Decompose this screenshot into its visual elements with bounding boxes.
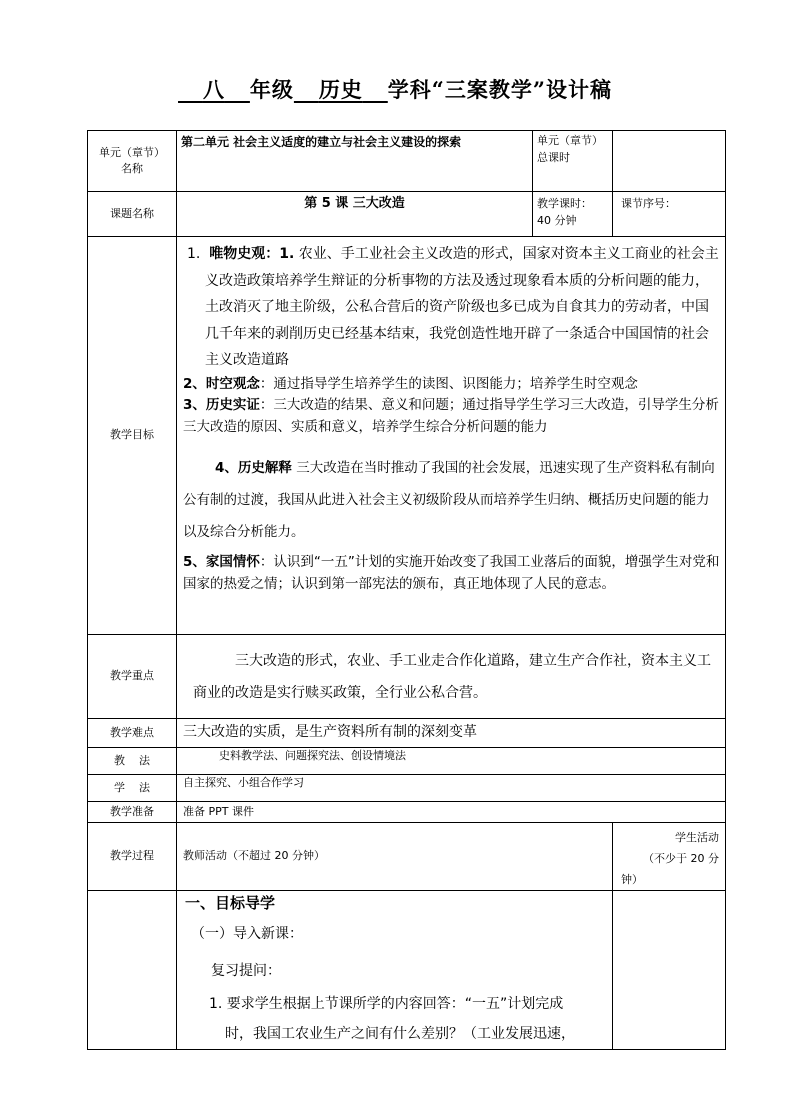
title-grade: 八 bbox=[202, 77, 225, 102]
goal-2-head: 2、时空观念 bbox=[183, 375, 260, 392]
prep-label: 教学准备 bbox=[110, 804, 154, 818]
goals-label: 教学目标 bbox=[110, 428, 154, 442]
student-activity-line1: 学生活动 bbox=[675, 831, 719, 844]
page-title bbox=[0, 74, 790, 104]
method-text: 史料教学法、问题探究法、创设情境法 bbox=[219, 749, 406, 762]
goal-3 bbox=[183, 395, 721, 438]
goals-cell bbox=[177, 237, 726, 635]
lesson-label-cell bbox=[88, 192, 177, 237]
lesson-hours-value: 40 分钟 bbox=[537, 213, 577, 227]
method-label-cell bbox=[88, 748, 177, 775]
unit-hours-label-line1: 单元（章节） bbox=[537, 134, 603, 147]
unit-hours-value-cell bbox=[613, 131, 726, 192]
difficulty-text: 三大改造的实质，是生产资料所有制的深刻变革 bbox=[183, 724, 477, 740]
process-label: 教学过程 bbox=[110, 849, 154, 863]
process-body-cell bbox=[177, 891, 613, 1050]
teacher-activity-label: 教师活动（不超过 20 分钟） bbox=[183, 849, 325, 863]
goal-4-text: 三大改造在当时推动了我国的社会发展，迅速实现了生产资料私有制向公有制的过渡，我国从此进入社会主义初级阶段从而培养学生归纳、概括历史问题的能力以及综合分析能力。 bbox=[183, 460, 715, 540]
lesson-label: 课题名称 bbox=[110, 206, 154, 220]
process-label-cell bbox=[88, 823, 177, 891]
goal-1-text: 农业、手工业社会主义改造的形式，国家对资本主义工商业的社会主义改造政策培养学生辩证的分析事物的方法及透过现象看本质的分析问题的能力，土改消灭了地主阶级，公私合营后的资产阶级也多已成为自食其力的劳动者，中国几千年来的剥削历史已经基本结束，我党创造性地开辟了一条适合中国国情的社会主义改造道路 bbox=[205, 246, 719, 368]
process-empty-cell bbox=[88, 891, 177, 1050]
lesson-name-cell bbox=[177, 192, 533, 237]
unit-hours-label-line2: 总课时 bbox=[537, 150, 570, 164]
goal-3-head: 3、历史实证 bbox=[183, 397, 260, 413]
learn-label: 学 法 bbox=[114, 780, 150, 794]
keypoint-text: 三大改造的形式，农业、手工业走合作化道路，建立生产合作社，资本主义工商业的改造是实行赎买政策，全行业公私合营。 bbox=[193, 652, 711, 701]
student-activity-line2: （不少于 20 分 bbox=[643, 852, 719, 865]
lesson-seq-label: 课节序号： bbox=[621, 197, 676, 210]
goal-1-head: 唯物史观 bbox=[209, 246, 266, 262]
unit-name-cell bbox=[177, 131, 533, 192]
difficulty-label: 教学难点 bbox=[110, 725, 154, 739]
process-heading-2 bbox=[185, 915, 608, 953]
process-heading-2-text: （一）导入新课： bbox=[191, 926, 303, 942]
student-activity-cell bbox=[613, 823, 726, 891]
goal-5 bbox=[183, 552, 721, 595]
difficulty-cell bbox=[177, 719, 726, 748]
method-label: 教 法 bbox=[114, 753, 150, 767]
keypoint-cell bbox=[177, 635, 726, 719]
learn-cell bbox=[177, 775, 726, 802]
keypoint-label: 教学重点 bbox=[110, 669, 154, 683]
unit-name: 第二单元 社会主义适度的建立与社会主义建设的探索 bbox=[181, 135, 462, 149]
process-q1-line2: 时，我国工农业生产之间有什么差别？（工业发展迅速， bbox=[225, 1026, 575, 1042]
goal-4-head: 4、历史解释 bbox=[215, 460, 292, 476]
title-grade-suffix: 年级 bbox=[249, 77, 294, 102]
lesson-plan-table bbox=[87, 130, 725, 1043]
process-question-label: 复习提问： bbox=[211, 963, 281, 979]
unit-label-cell bbox=[88, 131, 177, 192]
title-rest: 学科“三案教学”设计稿 bbox=[387, 77, 612, 102]
goal-5-text: ：认识到“一五”计划的实施开始改变了我国工业落后的面貌，增强学生对党和国家的热爱之情；认识到第一部宪法的颁布，真正地体现了人民的意志。 bbox=[183, 554, 720, 592]
lesson-seq-cell bbox=[613, 192, 726, 237]
keypoint-label-cell bbox=[88, 635, 177, 719]
prep-cell bbox=[177, 802, 726, 823]
prep-text: 准备 PPT 课件 bbox=[183, 804, 254, 818]
lesson-name: 第 5 课 三大改造 bbox=[304, 196, 405, 211]
title-subject: 历史 bbox=[318, 77, 363, 102]
goal-2-text: ：通过指导学生培养学生的读图、识图能力；培养学生时空观念 bbox=[259, 375, 638, 392]
student-activity-line3: 钟） bbox=[621, 873, 643, 886]
goal-4 bbox=[183, 452, 721, 548]
goals-label-cell bbox=[88, 237, 177, 635]
lesson-hours-label: 教学课时： bbox=[537, 197, 592, 210]
process-student-empty-cell bbox=[613, 891, 726, 1050]
unit-hours-label-cell bbox=[533, 131, 613, 192]
unit-label-line1: 单元（章节） bbox=[99, 145, 165, 159]
teacher-activity-cell bbox=[177, 823, 613, 891]
lesson-hours-cell bbox=[533, 192, 613, 237]
method-cell bbox=[177, 748, 726, 775]
learn-label-cell bbox=[88, 775, 177, 802]
goal-2 bbox=[183, 374, 721, 396]
unit-label-line2: 名称 bbox=[121, 162, 143, 175]
difficulty-label-cell bbox=[88, 719, 177, 748]
process-heading-1: 一、目标导学 bbox=[185, 894, 276, 912]
goal-3-text: ：三大改造的结果、意义和问题；通过指导学生学习三大改造，引导学生分析三大改造的原因、实质和意义，培养学生综合分析问题的能力 bbox=[183, 397, 719, 435]
prep-label-cell bbox=[88, 802, 177, 823]
process-q1-line1: 1. 要求学生根据上节课所学的内容回答：“一五”计划完成 bbox=[209, 996, 564, 1012]
goal-5-head: 5、家国情怀 bbox=[183, 554, 260, 570]
goal-1: 1. 唯物史观：1. 农业、手工业社会主义改造的形式，国家对资本主义工商业的社会主义改造政策培养学生辩证的分析事物的方法及透过现象看本质的分析问题的能力，土改消灭了地主阶级，公私合营后的资产阶级也多已成为自食其力的劳动者，中国几千年来的剥削历史已经基本结束，我党创造性地开辟了一条适合中国国情的社会主义改造道路 bbox=[187, 246, 719, 368]
learn-text: 自主探究、小组合作学习 bbox=[183, 776, 304, 789]
